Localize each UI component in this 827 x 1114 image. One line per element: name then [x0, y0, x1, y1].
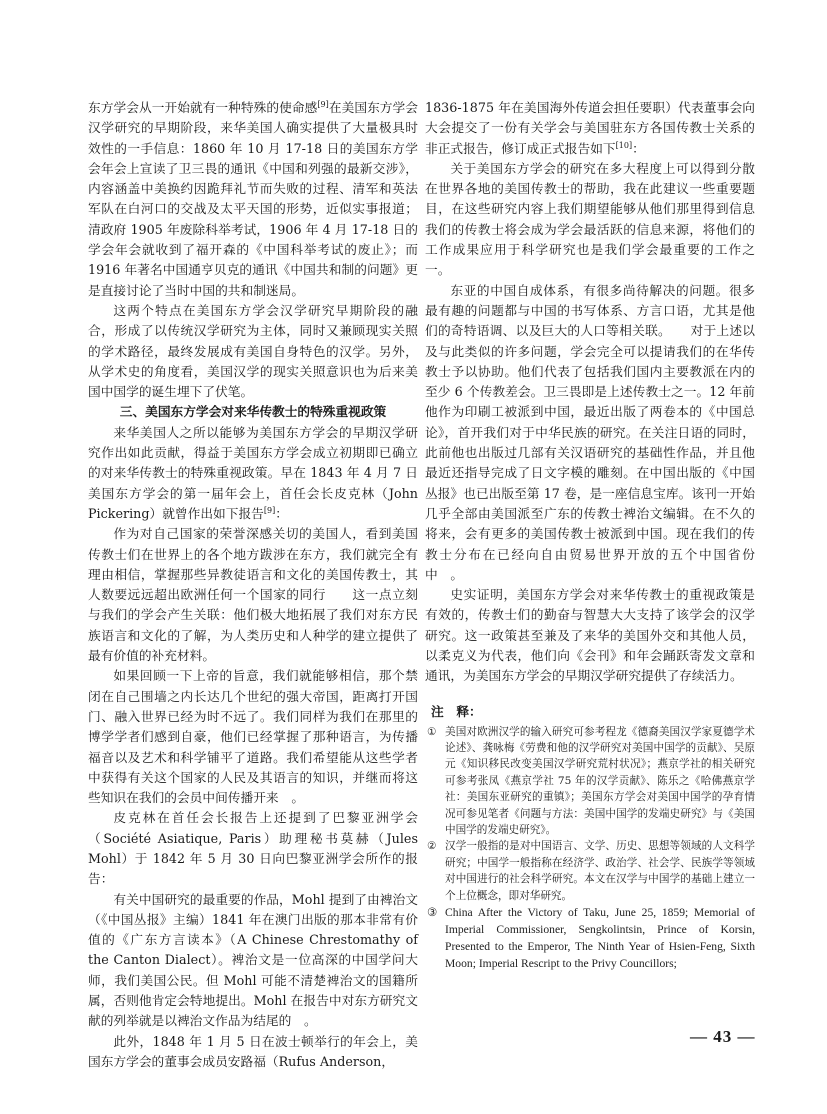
reference-mark: [9]: [263, 505, 276, 515]
page-number: — 43 —: [690, 1027, 756, 1046]
notes-section: [425, 701, 755, 972]
footnote: ① 美国对欧洲汉学的输入研究可参考程龙《德裔美国汉学家夏德学术论述》、龚咏梅《劳费和他的汉学研究对美国中国学的贡献》、吴原元《知识移民改变美国汉学研究荒村状况》；燕京学社的相关研究可参考张凤《燕京学社 75 年的汉学贡献》、陈乐之《哈佛燕京学社：美国东亚研究的重镇》；美国东方学会对美国中国学的孕育情况可参见笔者《问题与方法：美国中国学的发端史研究》与《美国中国学的发端史研究》。: [427, 725, 755, 837]
footnote: ② 汉学一般指的是对中国语言、文学、历史、思想等领域的人文科学研究；中国学一般指称在经济学、政治学、社会学、民族学等领域对中国进行的社会科学研究。本文在汉学与中国学的基础上建立一个上位概念，即对华研究。: [427, 840, 755, 902]
notes-title: 注 释：: [431, 703, 482, 719]
footnote-number: ①: [427, 725, 437, 738]
section-heading: 三、美国东方学会对来华传教士的特殊重视政策: [119, 404, 387, 420]
footnote-number: ②: [427, 840, 437, 853]
body-paragraph: 东方学会从一开始就有一种特殊的使命感[9]在美国东方学会汉学研究的早期阶段，来华美国人确实提供了大量极具时效性的一手信息：1860 年 10 月 17-18 日的美国东方学会年会上宣读了卫三畏的通讯《中国和列强的最新交涉》，内容涵盖中美换约因跪拜礼节而失败的过程、清军和英法军队在白河口的交战及太平天国的形势，近似实事报道；清政府 1905 年废除科举考试，1906 年 4 月 17-18 日的学会年会就收到了福开森的《中国科举考试的废止》；而 1916 年著名中国通亨贝克的通讯《中国共和制的问题》更是直接讨论了当时中国的共和制迷局。: [88, 99, 419, 298]
reference-mark: [10]: [615, 140, 633, 150]
body-paragraph: 1836-1875 年在美国海外传道会担任要职）代表董事会向大会提交了一份有关学会与美国驻东方各国传教士关系的非正式报告，修订成正式报告如下[10]：: [425, 100, 755, 156]
right-column: [425, 98, 781, 972]
quoted-paragraph: 关于美国东方学会的研究在多大程度上可以得到分散在世界各地的美国传教士的帮助，我在此建议一些重要题目，在这些研究内容上我们期望能够从他们那里得到信息 我们的传教士将会成为学会最活跃的信息来源，将他们的工作成果应用于科学研究也是我们学会最重要的工作之一。: [425, 160, 781, 278]
body-paragraph: 此外，1848 年 1 月 5 日在波士顿举行的年会上，美国东方学会的董事会成员安路福（Rufus Anderson，: [88, 1033, 418, 1069]
body-paragraph: 来华美国人之所以能够为美国东方学会的早期汉学研究作出如此贡献，得益于美国东方学会成立初期即已确立的对来华传教士的特殊重视政策。早在 1843 年 4 月 7 日美国东方学会的第一届年会上，首任会长皮克林（John Pickering）就曾作出如下报告[9]：: [88, 424, 418, 521]
quoted-paragraph: 东亚的中国自成体系，有很多尚待解决的问题。很多最有趣的问题都与中国的书写体系、方言口语，尤其是他们的奇特语调、以及巨大的人口等相关联。 对于上述以及与此类似的许多问题，学会完全可以提请我们的在华传教士予以协助。他们代表了包括我们国内主要教派在内的至少 6 个传教差会。卫三畏即是上述传教士之一。12 年前他作为印刷工被派到中国，最近出版了两卷本的《中国总论》，首开我们对于中华民族的研究。在关注日语的同时，此前他也出版过几部有关汉语研究的基础性作品，并且他最近还指导完成了日文字模的雕刻。在中国出版的《中国丛报》也已出版至第 17 卷，是一座信息宝库。该刊一开始几乎全部由美国派至广东的传教士裨治文编辑。在不久的将来，会有更多的美国传教士被派到中国。现在我们的传教士分布在已经向自由贸易世界开放的五个中国省份中 。: [425, 282, 755, 582]
body-paragraph: 史实证明，美国东方学会对来华传教士的重视政策是有效的，传教士们的勤奋与智慧大大支持了该学会的汉学研究。这一政策甚至兼及了来华的美国外交和其他人员，以柔克义为代表，他们向《会刊》和年会踊跃寄发文章和通讯，为美国东方学会的早期汉学研究提供了存续活力。: [425, 587, 755, 684]
quoted-paragraph: 有关中国研究的最重要的作品，Mohl 提到了由裨治文（《中国丛报》主编）1841 年在澳门出版的那本非常有价值的《广东方言读本》（A Chinese Chrestomathy of the Canton Dialect）。裨治文是一位高深的中国学问大师，我们美国公民。但 Mohl 可能不清楚裨治文的国籍所属，否则他肯定会特地提出。Mohl 在报告中对东方研究文献的列举就是以裨治文作品为结尾的 。: [88, 891, 418, 1029]
footnote: ③ China After the Victory of Taku, June 25, 1859; Memorial of Imperial Commissioner, Sengkolintsin, Prince of Korsin, Presented to the Emperor, The Ninth Year of Hsien-Feng, Sixth Moon; Imperial Rescript to the Privy Councillors;: [427, 906, 755, 971]
body-paragraph: 皮克林在首任会长报告上还提到了巴黎亚洲学会（Société Asiatique, Paris）助理秘书莫赫（Jules Mohl）于 1842 年 5 月 30 日向巴黎亚洲学会所作的报告：: [88, 810, 418, 887]
left-column: [88, 98, 418, 1072]
quoted-paragraph: 如果回顾一下上帝的旨意，我们就能够相信，那个禁闭在自己围墙之内长达几个世纪的强大帝国，距离打开国门、融入世界已经为时不远了。我们同样为我们在那里的博学学者们感到自豪，他们已经掌握了那种语言，为传播福音以及艺术和科学铺平了道路。我们希望能从这些学者中获得有关这个国家的人民及其语言的知识，并继而将这些知识在我们的会员中间传播开来 。: [88, 668, 418, 806]
body-paragraph: 这两个特点在美国东方学会汉学研究早期阶段的融合，形成了以传统汉学研究为主体，同时又兼顾现实关照的学术路径，最终发展成有美国自身特色的汉学。另外，从学术史的角度看，美国汉学的现实关照意识也为后来美国中国学的诞生埋下了伏笔。: [88, 302, 418, 400]
quoted-paragraph: 作为对自己国家的荣誉深感关切的美国人，看到美国传教士们在世界上的各个地方跋涉在东方，我们就完全有理由相信，掌握那些异教徒语言和文化的美国传教士，其人数要远远超出欧洲任何一个国家的同行 这一点立刻与我们的学会产生关联：他们极大地拓展了我们对东方民族语言和文化的了解，为人类历史和人种学的建立提供了最有价值的补充材料。: [88, 526, 418, 664]
footnote-number: ③: [427, 906, 438, 920]
reference-mark: [9]: [317, 99, 329, 109]
